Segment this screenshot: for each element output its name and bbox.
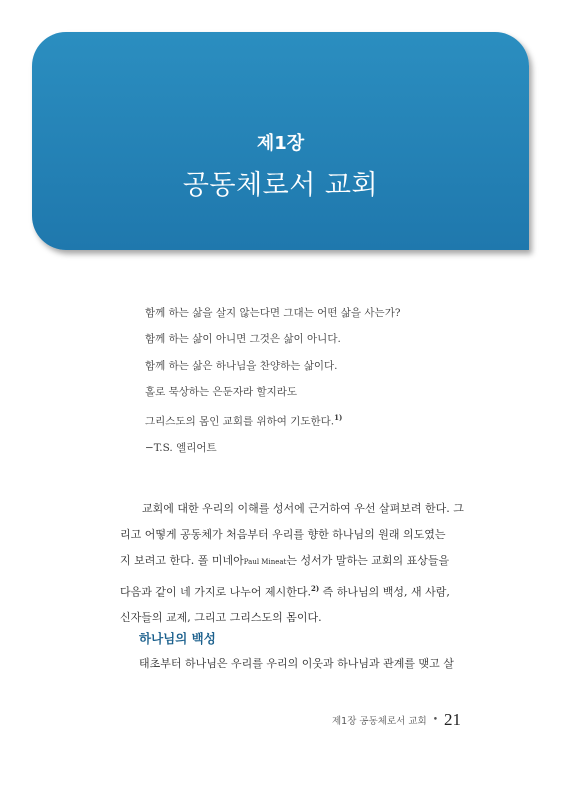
footnote-mark: 2) xyxy=(311,583,320,593)
paragraph-line: 리고 어떻게 공동체가 처음부터 우리를 향한 하나님의 원래 의도였는 xyxy=(120,527,446,541)
epigraph-last-line: 그리스도의 몸인 교회를 위하여 기도한다. xyxy=(145,415,335,428)
paragraph-text: 는 성서가 말하는 교회의 표상들을 xyxy=(286,553,450,567)
page-number: 21 xyxy=(444,710,461,729)
chapter-banner xyxy=(32,32,529,250)
section-first-line: 태초부터 하나님은 우리를 우리의 이웃과 하나님과 관계를 맺고 살 xyxy=(139,657,454,670)
chapter-title: 공동체로서 교회 xyxy=(182,170,379,201)
epigraph-line: 함께 하는 삶은 하나님을 찬양하는 삶이다. xyxy=(145,359,338,372)
epigraph-line: 홀로 묵상하는 은둔자라 할지라도 xyxy=(145,385,298,398)
epigraph xyxy=(145,300,400,461)
paragraph-text: 지 보려고 한다. 폴 미네아 xyxy=(120,553,244,567)
section-heading: 하나님의 백성 xyxy=(139,631,216,646)
epigraph-line: 함께 하는 삶을 살지 않는다면 그대는 어떤 삶을 사는가? xyxy=(145,307,401,319)
chapter-number: 제1장 xyxy=(256,133,305,154)
page-footer xyxy=(332,710,461,730)
epigraph-line: 함께 하는 삶이 아니면 그것은 삶이 아니다. xyxy=(145,333,341,346)
paragraph-line xyxy=(120,576,472,606)
body-paragraph xyxy=(120,496,472,631)
paragraph-text: 즉 하나님의 백성, 새 사람, xyxy=(319,585,450,599)
epigraph-line xyxy=(145,405,400,435)
paragraph-text: 다음과 같이 네 가지로 나누어 제시한다. xyxy=(120,585,311,599)
footer-bullet: • xyxy=(432,715,438,725)
epigraph-attribution: −T.S. 엘리어트 xyxy=(145,441,217,454)
paragraph-line: 신자들의 교제, 그리고 그리스도의 몸이다. xyxy=(120,611,322,625)
paragraph-line xyxy=(120,548,472,576)
author-name-original: Paul Mineat xyxy=(243,557,287,566)
footnote-mark: 1) xyxy=(334,413,343,423)
paragraph-line: 교회에 대한 우리의 이해를 성서에 근거하여 우선 살펴보려 한다. 그 xyxy=(142,502,464,515)
running-footer-title: 제1장 공동체로서 교회 xyxy=(332,716,427,727)
